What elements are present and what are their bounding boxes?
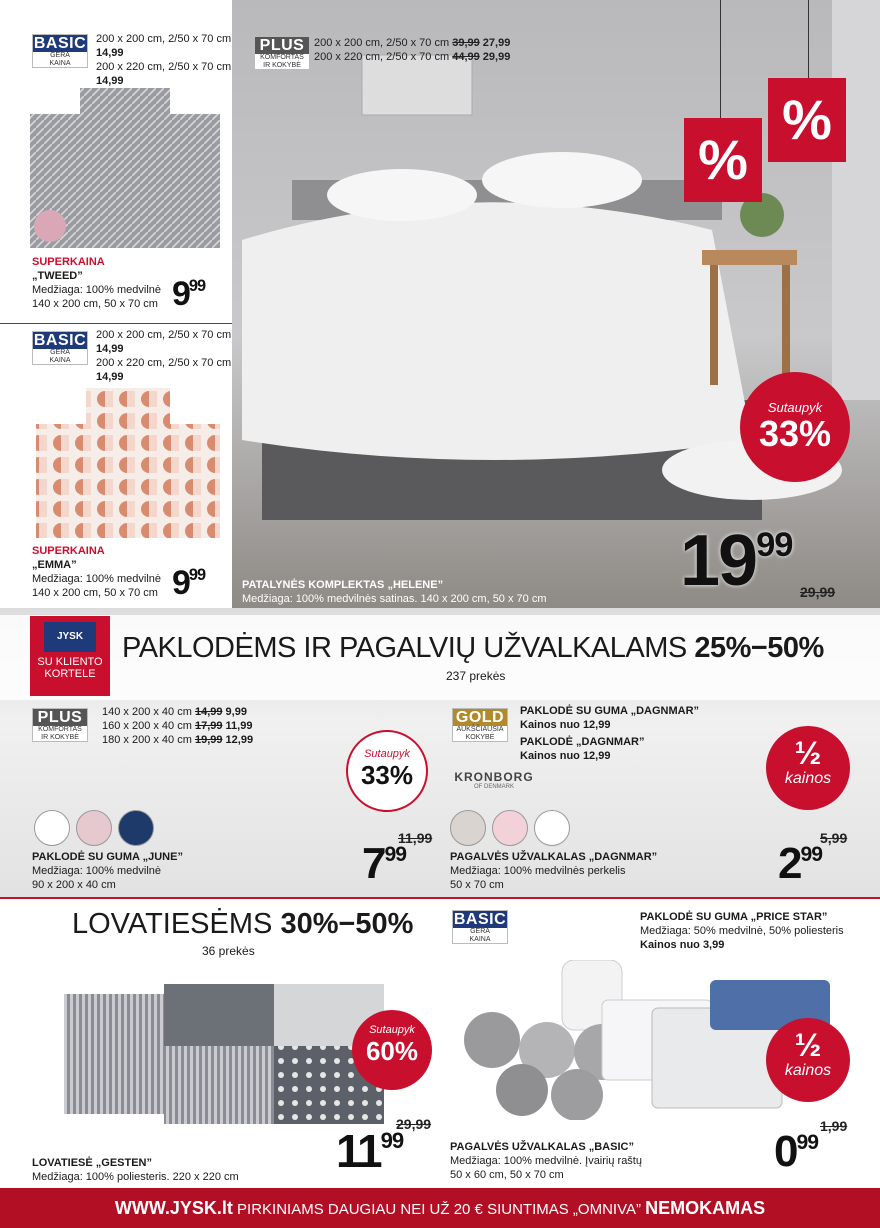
color-swatch-white[interactable] [534,810,570,846]
percent-tag: % [768,78,846,162]
sheets-count: 237 prekės [446,669,506,683]
emma-info: SUPERKAINA „EMMA” Medžiaga: 100% medvilnė 140 x 200 cm, 50 x 70 cm [32,545,162,599]
basic-case-old-price: 1,99 [820,1118,848,1134]
helene-old-price: 29,99 [800,584,836,600]
dagnmar-old-price: 5,99 [820,830,848,846]
basic-badge: BASIC GERA KAINA [453,911,507,943]
emma-price: $9^{99}$ [172,564,206,602]
emma-product-image [28,388,224,538]
club-card: JYSK SU KLIENTO KORTELE [30,616,110,696]
basic-case-price: $0^{99}$ [774,1127,818,1176]
tweed-product-image [20,88,230,248]
june-info: PAKLODĖ SU GUMA „JUNE” Medžiaga: 100% medvilnė 90 x 200 x 40 cm [32,851,183,891]
divider [0,323,232,324]
footer-site-link[interactable]: WWW.JYSK.lt [114,1198,233,1218]
basic-badge: BASIC GERA KAINA [33,35,87,67]
helene-price: $19^{99}$ [680,521,793,601]
helene-info: PATALYNĖS KOMPLEKTAS „HELENE” Medžiaga: 100% medvilnės satinas. 140 x 200 cm, 50 x 70 cm [242,579,547,605]
dagnmar-info-top: PAKLODĖ SU GUMA „DAGNMAR” Kainos nuo 12,99 PAKLODĖ „DAGNMAR” Kainos nuo 12,99 [520,705,700,762]
kronborg-logo: KRONBORG OF DENMARK [454,770,534,790]
dagnmar-price: $2^{99}$ [778,839,822,888]
save-bubble: Sutaupyk 33% [740,372,850,482]
basic-case-info: PAGALVĖS UŽVALKALAS „BASIC” Medžiaga: 100% medvilnė. Įvairių raštų 50 x 60 cm, 50 x 70 cm [450,1141,642,1181]
gesten-old-price: 29,99 [396,1116,432,1132]
half-price-bubble: ½ kainos [766,1018,850,1102]
color-swatch-beige[interactable] [450,810,486,846]
gesten-product-image [64,984,384,1124]
bedspread-title: LOVATIESĖMS 30%−50% [72,908,414,940]
color-swatch-white[interactable] [34,810,70,846]
emma-price-table: 200 x 200 cm, 2/50 x 70 cm 14,99 200 x 220 cm, 2/50 x 70 cm 14,99 [96,329,232,383]
bedspread-count: 36 prekės [202,944,255,958]
footer-bar: WWW.JYSK.lt PIRKINIAMS DAUGIAU NEI UŽ 20 € SIUNTIMAS „OMNIVA” NEMOKAMAS [0,1188,880,1228]
june-price: $7^{99}$ [362,839,406,888]
tag-string [720,0,721,120]
percent-tag: % [684,118,762,202]
color-swatch-pink[interactable] [76,810,112,846]
helene-price-table: 200 x 200 cm, 2/50 x 70 cm 39,99 27,99 200 x 220 cm, 2/50 x 70 cm 44,99 29,99 [314,37,511,63]
save-bubble: Sutaupyk 33% [346,730,428,812]
gesten-info: LOVATIESĖ „GESTEN” Medžiaga: 100% poliesteris. 220 x 220 cm [32,1157,239,1183]
color-swatch-pink[interactable] [492,810,528,846]
june-old-price: 11,99 [398,830,433,846]
gesten-price: $11^{99}$ [336,1125,404,1177]
divider [0,897,880,899]
tag-string [808,0,809,80]
sheets-title: PAKLODĖMS IR PAGALVIŲ UŽVALKALAMS 25%−50% [122,632,824,664]
half-price-bubble: ½ kainos [766,726,850,810]
tweed-info: SUPERKAINA „TWEED” Medžiaga: 100% medvilnė 140 x 200 cm, 50 x 70 cm [32,256,162,310]
color-swatch-navy[interactable] [118,810,154,846]
price-star-info: PAKLODĖ SU GUMA „PRICE STAR” Medžiaga: 50% medvilnė, 50% poliesteris Kainos nuo 3,99 [640,911,844,951]
basic-badge: BASIC GERA KAINA [33,332,87,364]
save-bubble: Sutaupyk 60% [352,1010,432,1090]
gold-badge: GOLD AUKŠČIAUSIA KOKYBĖ [452,708,508,742]
plus-badge: PLUS KOMFORTAS IR KOKYBĖ [32,708,88,742]
tweed-price-table: 200 x 200 cm, 2/50 x 70 cm 14,99 200 x 220 cm, 2/50 x 70 cm 14,99 [96,33,232,87]
tweed-price: $9^{99}$ [172,275,206,313]
plus-badge: PLUS KOMFORTAS IR KOKYBĖ [254,36,310,70]
june-price-table: 140 x 200 x 40 cm 14,99 9,99 160 x 200 x 40 cm 17,99 11,99 180 x 200 x 40 cm 19,99 12,99 [102,706,254,746]
dagnmar-info: PAGALVĖS UŽVALKALAS „DAGNMAR” Medžiaga: 100% medvilnės perkelis 50 x 70 cm [450,851,658,891]
